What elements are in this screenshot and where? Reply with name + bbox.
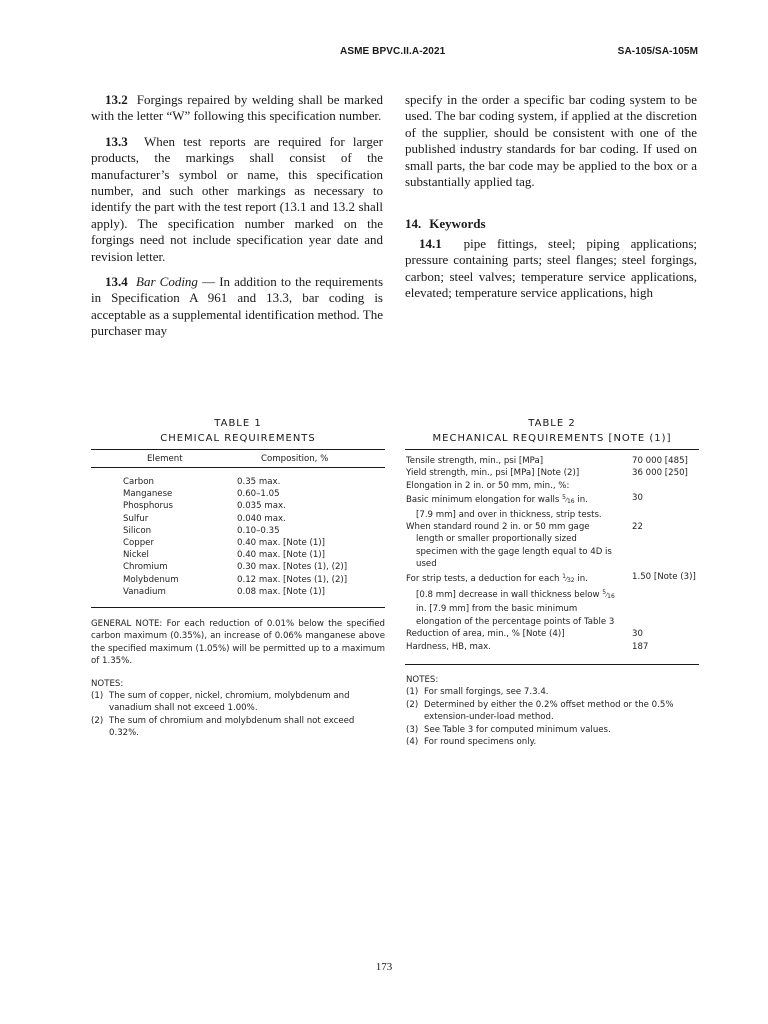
property-label: Hardness, HB, max. xyxy=(406,641,491,652)
element-name: Sulfur xyxy=(123,513,149,524)
clause-number: 13.2 xyxy=(105,92,128,107)
composition-value: 0.08 max. [Note (1)] xyxy=(237,586,326,597)
table1-header-rule xyxy=(91,467,385,468)
label-text: For strip tests, a deduction for each xyxy=(406,573,563,584)
table-row-round-specimen xyxy=(406,521,700,571)
label-text: in. xyxy=(574,573,588,584)
element-name: Nickel xyxy=(123,550,149,561)
column-header-composition: Composition, % xyxy=(261,454,329,464)
paragraph-14-1 xyxy=(405,236,697,302)
page-header xyxy=(0,46,768,62)
clause-text: — In addition to the requirements in Specification A 961 and 13.3, bar coding is acceptable as a supplemental identification method. The purchaser may xyxy=(91,274,383,339)
label-text: in. [7.9 mm] from the basic minimum elongation of the percentage points of Table 3 xyxy=(416,604,615,627)
property-label xyxy=(406,571,616,629)
clause-text: Forgings repaired by welding shall be marked with the letter “W” following this specification number. xyxy=(91,92,383,124)
clause-number: 14.1 xyxy=(419,235,442,251)
clause-title: Bar Coding xyxy=(136,274,198,290)
table-row-elongation-heading xyxy=(406,480,700,492)
label-continuation xyxy=(406,587,616,628)
table-row-hardness xyxy=(406,641,700,653)
table2-body xyxy=(406,455,700,653)
composition-value: 0.60–1.05 xyxy=(237,489,280,500)
fraction: $^1⁄_{32}$ xyxy=(562,572,575,584)
label-text: [0.8 mm] decrease in wall thickness below xyxy=(416,590,600,601)
table-row xyxy=(91,513,383,525)
general-note-label: GENERAL NOTE: xyxy=(91,619,163,629)
section-heading xyxy=(405,216,697,232)
note-item xyxy=(406,736,700,748)
table1-title: CHEMICAL REQUIREMENTS xyxy=(160,433,316,444)
property-value: 187 xyxy=(632,641,649,652)
note-number: (4) xyxy=(406,737,419,748)
column-header-element: Element xyxy=(147,454,183,464)
note-item xyxy=(406,686,700,698)
paragraph-13-3 xyxy=(91,134,383,265)
table2-caption xyxy=(405,416,699,446)
right-column xyxy=(405,92,697,310)
element-name: Phosphorus xyxy=(123,501,173,512)
fraction-denominator: 16 xyxy=(566,498,575,506)
label-text: in. xyxy=(574,495,588,506)
label-continuation: [7.9 mm] and over in thickness, strip tests. xyxy=(416,509,602,520)
composition-value: 0.35 max. xyxy=(237,477,281,487)
note-text: See Table 3 for computed minimum values. xyxy=(424,724,611,735)
table2-number: TABLE 2 xyxy=(528,418,576,429)
note-number: (2) xyxy=(91,715,104,726)
table-row-basic-elongation xyxy=(406,492,700,521)
composition-value: 0.040 max. xyxy=(237,513,286,524)
composition-value: 0.30 max. [Notes (1), (2)] xyxy=(237,562,348,573)
fraction-numerator: 1 xyxy=(562,572,566,580)
note-number: (3) xyxy=(406,724,419,735)
table-row xyxy=(91,476,383,488)
spec-number: SA-105/SA-105M xyxy=(617,46,698,57)
property-value: 30 xyxy=(632,629,643,640)
table-row xyxy=(91,525,383,537)
property-label: Reduction of area, min., % [Note (4)] xyxy=(406,629,565,640)
element-name: Carbon xyxy=(123,477,154,487)
note-number: (1) xyxy=(406,687,419,698)
table1-caption xyxy=(91,416,385,446)
table1-bottom-rule xyxy=(91,607,385,608)
property-value: 1.50 [Note (3)] xyxy=(632,571,696,582)
property-value: 22 xyxy=(632,522,643,533)
section-number: 14. xyxy=(405,216,422,232)
table1-top-rule xyxy=(91,449,385,450)
composition-value: 0.12 max. [Notes (1), (2)] xyxy=(237,574,348,585)
composition-value: 0.40 max. [Note (1)] xyxy=(237,550,326,561)
property-value: 30 xyxy=(632,493,643,504)
table1-header-row xyxy=(91,454,383,468)
note-text: The sum of copper, nickel, chromium, molybdenum and vanadium shall not exceed 1.00%. xyxy=(109,691,350,714)
fraction-denominator: 32 xyxy=(566,576,575,584)
left-column xyxy=(91,92,383,349)
note-item xyxy=(91,690,385,715)
table-row xyxy=(91,586,383,598)
paragraph-13-4-continued: specify in the order a specific bar coding system to be used. The bar coding system, if applied at the discretion of the supplier, should be consistent with one of the published industry standards for bar coding. If used on small parts, the bar code may be applied to the box or a substantially applied tag. xyxy=(405,92,697,190)
table-row xyxy=(91,500,383,512)
note-text: For round specimens only. xyxy=(424,737,537,748)
table2-note-list xyxy=(406,686,700,748)
table2-notes-label: NOTES: xyxy=(406,675,439,685)
property-label xyxy=(406,492,616,521)
table1-number: TABLE 1 xyxy=(214,418,262,429)
table2-bottom-rule xyxy=(405,664,699,665)
note-number: (1) xyxy=(91,691,104,702)
table2-top-rule xyxy=(405,449,699,450)
paragraph-13-4 xyxy=(91,274,383,340)
section-title: Keywords xyxy=(429,216,486,232)
label-text: When standard round 2 in. or 50 mm gage xyxy=(406,522,590,533)
note-text: For small forgings, see 7.3.4. xyxy=(424,687,549,698)
fraction-numerator: 5 xyxy=(562,494,566,502)
element-name: Copper xyxy=(123,537,154,548)
composition-value: 0.40 max. [Note (1)] xyxy=(237,537,326,548)
table-row-yield xyxy=(406,467,700,479)
paragraph-13-2 xyxy=(91,92,383,125)
table1-body xyxy=(91,476,383,598)
fraction: $^5⁄_{16}$ xyxy=(602,589,615,601)
table2-notes xyxy=(406,674,700,748)
element-name: Molybdenum xyxy=(123,574,179,585)
table1-notes xyxy=(91,618,385,740)
clause-number: 13.3 xyxy=(105,133,128,149)
page-number: 173 xyxy=(375,961,393,973)
property-label: Tensile strength, min., psi [MPa] xyxy=(406,456,544,466)
note-item xyxy=(406,724,700,736)
note-number: (2) xyxy=(406,699,419,710)
property-label: Yield strength, min., psi [MPa] [Note (2)] xyxy=(406,468,580,479)
table-row xyxy=(91,561,383,573)
note-item xyxy=(91,715,385,740)
table1-note-list xyxy=(91,690,385,740)
table-row-strip-deduction xyxy=(406,571,700,629)
table-row-reduction-area xyxy=(406,628,700,640)
clause-text: When test reports are required for larger products, the markings shall consist of the manufacturer’s symbol or name, this specification number, and such other markings as necessary to identify the part with the test report (13.1 and 13.2 shall apply). The specification number marked on the forgings need not include specification year date and revision letter. xyxy=(91,133,383,264)
fraction-denominator: 16 xyxy=(607,593,615,601)
fraction: $^5⁄_{16}$ xyxy=(562,494,575,506)
table1-notes-label: NOTES: xyxy=(91,678,124,689)
property-label: Elongation in 2 in. or 50 mm, min., %: xyxy=(406,480,570,491)
table-row xyxy=(91,574,383,586)
property-value: 36 000 [250] xyxy=(632,468,688,479)
composition-value: 0.035 max. xyxy=(237,501,286,512)
label-continuation: length or smaller proportionally sized specimen with the gage length equal to 4D is used xyxy=(416,534,612,570)
table-row-tensile xyxy=(406,455,700,467)
element-name: Vanadium xyxy=(123,586,166,597)
table-row xyxy=(91,537,383,549)
fraction-numerator: 5 xyxy=(602,589,607,597)
clause-text: pipe fittings, steel; piping applications; pressure containing parts; steel flanges; steel forgings, carbon; steel valves; temperature service applications, elevated; temperature service applications, high xyxy=(405,235,698,301)
note-item xyxy=(406,699,700,724)
property-label xyxy=(406,521,616,571)
composition-value: 0.10–0.35 xyxy=(237,525,280,536)
clause-number: 13.4 xyxy=(105,274,128,290)
standard-name: ASME BPVC.II.A-2021 xyxy=(340,46,446,57)
label-text: Basic minimum elongation for walls xyxy=(406,495,563,506)
property-value: 70 000 [485] xyxy=(632,456,688,466)
table2-title: MECHANICAL REQUIREMENTS [NOTE (1)] xyxy=(432,433,672,444)
element-name: Manganese xyxy=(123,489,173,500)
table-row xyxy=(91,488,383,500)
note-text: The sum of chromium and molybdenum shall not exceed 0.32%. xyxy=(109,715,355,739)
element-name: Chromium xyxy=(123,562,168,573)
element-name: Silicon xyxy=(123,525,152,536)
general-note-text: For each reduction of 0.01% below the specified carbon maximum (0.35%), an increase of 0.06% manganese above the specified maximum (1.05%) will be permitted up to a maximum of 1.35%. xyxy=(91,619,385,667)
table-row xyxy=(91,549,383,561)
note-text: Determined by either the 0.2% offset method or the 0.5% extension-under-load method. xyxy=(424,699,674,723)
table1-general-note xyxy=(91,618,385,668)
